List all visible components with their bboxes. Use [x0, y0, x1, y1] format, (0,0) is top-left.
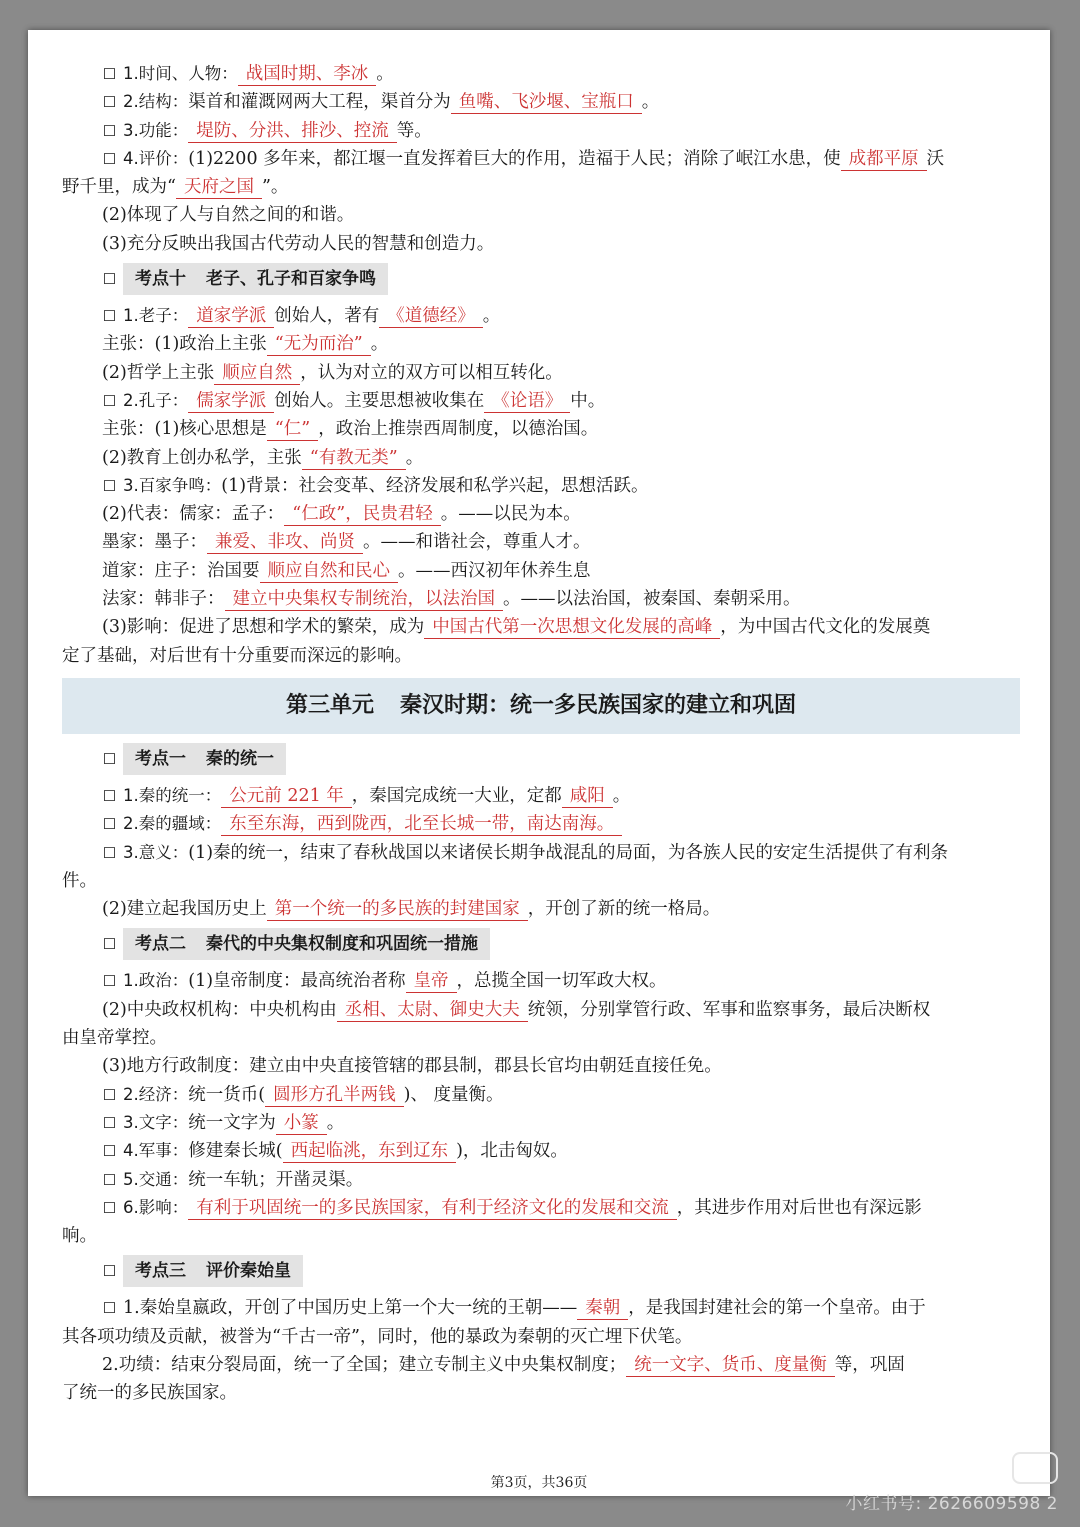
- checkbox-icon[interactable]: ☐: [102, 1198, 117, 1217]
- answer-blank: 公元前 221 年: [221, 785, 352, 808]
- exam-point-number: 考点十: [135, 269, 186, 290]
- text: ，为中国古代文化的发展奠: [720, 617, 931, 638]
- text: 墨家：墨子：: [102, 532, 207, 553]
- answer-blank: “仁政”，民贵君轻: [284, 503, 440, 526]
- text: ，总揽全国一切军政大权。: [456, 971, 667, 992]
- text-line: [62, 839, 1020, 867]
- answer-blank: 鱼嘴、飞沙堰、宝瓶口: [451, 91, 642, 114]
- text: (2)教育上创办私学，主张: [102, 447, 302, 468]
- answer-blank: 顺应自然和民心: [260, 560, 399, 583]
- text-line: [62, 60, 1020, 88]
- answer-blank: 东至东海，西到陇西，北至长城一带，南达南海。: [221, 813, 622, 836]
- text-line: 件。: [62, 870, 97, 891]
- watermark-logo-icon: [1012, 1452, 1058, 1484]
- text: )，北击匈奴。: [456, 1141, 568, 1162]
- text: 道家：庄子：治国要: [102, 560, 260, 581]
- answer-blank: 战国时期、李冰: [238, 63, 377, 86]
- item-label: 5.交通：: [123, 1169, 189, 1189]
- text: (2)中央政权机构：中央机构由: [102, 999, 337, 1020]
- answer-blank: 统一文字、货币、度量衡: [626, 1354, 835, 1377]
- text: 法家：韩非子：: [102, 589, 225, 610]
- unit-title: 秦汉时期：统一多民族国家的建立和巩固: [400, 692, 797, 718]
- text-line: [62, 1194, 1020, 1222]
- text: 。: [612, 785, 631, 806]
- text: (1)2200 多年来，都江堰一直发挥着巨大的作用，造福于人民；消除了岷江水患，使: [188, 148, 841, 169]
- answer-blank: 第一个统一的多民族的封建国家: [267, 898, 528, 921]
- item-label: 4.军事：: [123, 1141, 189, 1161]
- item-label: 2.孔子：: [123, 390, 189, 410]
- exam-point-number: 考点一: [135, 748, 186, 769]
- text: 统领，分别掌管行政、军事和监察事务，最后决断权: [527, 999, 931, 1020]
- answer-blank: 丞相、太尉、御史大夫: [337, 999, 528, 1022]
- text-line: 其各项功绩及贡献，被誉为“千古一帝”，同时，他的暴政为秦朝的灭亡埋下伏笔。: [62, 1326, 693, 1347]
- text: 中。: [570, 390, 606, 411]
- text: 。——和谐社会，尊重人才。: [363, 532, 591, 553]
- answer-blank: 《道德经》: [379, 305, 483, 328]
- text: 创始人。主要思想被收集在: [274, 390, 485, 411]
- text-line: 了统一的多民族国家。: [62, 1383, 237, 1404]
- answer-blank: 咸阳: [562, 785, 613, 808]
- checkbox-icon[interactable]: ☐: [102, 270, 117, 289]
- answer-blank: 建立中央集权专制统治，以法治国: [225, 588, 504, 611]
- text-line: [62, 302, 1020, 330]
- answer-blank: “无为而治”: [267, 333, 371, 356]
- text: 2.功绩：结束分裂局面，统一了全国；建立专制主义中央集权制度；: [102, 1354, 627, 1375]
- text-line: [62, 810, 1020, 838]
- text-line: [62, 895, 1020, 923]
- item-label: 3.意义：: [123, 842, 189, 862]
- exam-point-tag: [123, 1255, 303, 1287]
- text: 1.秦始皇嬴政，开创了中国历史上第一个大一统的王朝——: [123, 1298, 578, 1319]
- answer-blank: 儒家学派: [188, 390, 274, 413]
- exam-point-tag: [123, 743, 286, 775]
- text: ，政治上推崇西周制度，以德治国。: [318, 419, 599, 440]
- text: 。: [482, 306, 501, 327]
- text: ，认为对立的双方可以相互转化。: [300, 362, 563, 383]
- checkbox-icon[interactable]: ☐: [102, 786, 117, 805]
- text: 沃: [926, 148, 945, 169]
- answer-blank: 堤防、分洪、排沙、控流: [188, 120, 397, 143]
- exam-point-title: 评价秦始皇: [206, 1261, 291, 1282]
- text: ，是我国封建社会的第一个皇帝。由于: [628, 1298, 926, 1319]
- checkbox-icon[interactable]: ☐: [102, 815, 117, 834]
- answer-blank: 中国古代第一次思想文化发展的高峰: [424, 616, 720, 639]
- text: (1)秦的统一，结束了春秋战国以来诸侯长期争战混乱的局面，为各族人民的安定生活提供了有利条: [188, 842, 949, 863]
- text: (1)背景：社会变革、经济发展和私学兴起，思想活跃。: [221, 475, 649, 496]
- text: 主张：(1)核心思想是: [102, 419, 267, 440]
- text-line: [62, 1294, 1020, 1322]
- answer-blank: 皇帝: [406, 970, 457, 993]
- answer-blank: 《论语》: [484, 390, 570, 413]
- answer-blank: 道家学派: [188, 305, 274, 328]
- text-line: [62, 996, 1020, 1024]
- checkbox-icon[interactable]: ☐: [102, 307, 117, 326]
- text-line: [62, 782, 1020, 810]
- checkbox-icon[interactable]: ☐: [102, 1085, 117, 1104]
- text-line: [62, 585, 1020, 613]
- checkbox-icon[interactable]: ☐: [102, 93, 117, 112]
- checkbox-icon[interactable]: ☐: [102, 121, 117, 140]
- checkbox-icon[interactable]: ☐: [102, 391, 117, 410]
- item-label: 1.老子：: [123, 306, 189, 326]
- checkbox-icon[interactable]: ☐: [102, 1299, 117, 1318]
- text-line: [62, 967, 1020, 995]
- checkbox-icon[interactable]: ☐: [102, 1113, 117, 1132]
- exam-point-title: 秦的统一: [206, 748, 274, 769]
- checkbox-icon[interactable]: ☐: [102, 972, 117, 991]
- text: 主张：(1)政治上主张: [102, 334, 267, 355]
- text: 。: [370, 334, 389, 355]
- text: 渠首和灌溉网两大工程，渠首分为: [188, 92, 451, 113]
- item-label: 3.功能：: [123, 120, 189, 140]
- answer-blank: 兼爱、非攻、尚贤: [207, 531, 363, 554]
- checkbox-icon[interactable]: ☐: [102, 843, 117, 862]
- checkbox-icon[interactable]: ☐: [102, 149, 117, 168]
- text: (2)建立起我国历史上: [102, 899, 267, 920]
- exam-point-heading: [102, 927, 1020, 961]
- item-label: 3.文字：: [123, 1112, 189, 1132]
- text: 。: [405, 447, 424, 468]
- text-line: [62, 359, 1020, 387]
- exam-point-number: 考点三: [135, 1261, 186, 1282]
- text-line: 由皇帝掌控。: [62, 1028, 167, 1049]
- answer-blank: 成都平原: [841, 148, 927, 171]
- text: 。——以民为本。: [440, 504, 581, 525]
- text-line: [62, 444, 1020, 472]
- exam-point-title: 老子、孔子和百家争鸣: [206, 269, 376, 290]
- text: 统一文字为: [188, 1112, 276, 1133]
- text-line: [62, 528, 1020, 556]
- text: 等，巩固: [834, 1354, 905, 1375]
- text-line: (3)充分反映出我国古代劳动人民的智慧和创造力。: [102, 233, 495, 254]
- text: 野千里，成为“: [62, 177, 176, 198]
- text-line: [62, 1109, 1020, 1137]
- exam-point-heading: [102, 742, 1020, 776]
- answer-blank: 顺应自然: [214, 362, 300, 385]
- text: ，开创了新的统一格局。: [527, 899, 721, 920]
- answer-blank: “有教无类”: [302, 447, 406, 470]
- text: 统一货币(: [188, 1084, 266, 1105]
- text: )、 度量衡。: [403, 1084, 504, 1105]
- item-label: 4.评价：: [123, 148, 189, 168]
- checkbox-icon[interactable]: ☐: [102, 749, 117, 768]
- text: 。: [376, 64, 394, 84]
- unit-banner: [62, 678, 1020, 734]
- text-line: [62, 500, 1020, 528]
- exam-point-title: 秦代的中央集权制度和巩固统一措施: [206, 934, 478, 955]
- unit-name: 第三单元: [285, 692, 374, 718]
- item-label: 6.影响：: [123, 1197, 189, 1217]
- text: ，其进步作用对后世也有深远影: [676, 1197, 922, 1218]
- item-label: 1.时间、人物：: [123, 64, 238, 83]
- item-label: 3.百家争鸣：: [123, 475, 222, 495]
- exam-point-number: 考点二: [135, 934, 186, 955]
- checkbox-icon[interactable]: ☐: [102, 1142, 117, 1161]
- item-label: 2.秦的疆域：: [123, 814, 222, 834]
- text-line: (3)地方行政制度：建立由中央直接管辖的郡县制，郡县长官均由朝廷直接任免。: [102, 1056, 722, 1077]
- page-number: 第3页，共36页: [490, 1475, 588, 1491]
- answer-blank: 天府之国: [176, 176, 262, 199]
- text-line: [62, 1081, 1020, 1109]
- text: (1)皇帝制度：最高统治者称: [188, 971, 406, 992]
- answer-blank: 圆形方孔半两钱: [265, 1084, 404, 1107]
- checkbox-icon[interactable]: ☐: [102, 1170, 117, 1189]
- answer-blank: “仁”: [267, 418, 318, 441]
- exam-point-tag: [123, 928, 490, 960]
- text: (2)代表：儒家：孟子：: [102, 504, 285, 525]
- text-line: [62, 1137, 1020, 1165]
- item-label: 1.政治：: [123, 971, 189, 991]
- text-line: [62, 387, 1020, 415]
- text: (3)影响：促进了思想和学术的繁荣，成为: [102, 617, 425, 638]
- text-line: [62, 472, 1020, 500]
- text: ，秦国完成统一大业，定都: [351, 785, 562, 806]
- checkbox-icon[interactable]: ☐: [102, 935, 117, 954]
- exam-point-heading: [102, 1254, 1020, 1288]
- text: 修建秦长城(: [188, 1141, 283, 1162]
- text-line: [62, 117, 1020, 145]
- text: 。: [641, 92, 660, 113]
- text-line: [62, 415, 1020, 443]
- answer-blank: 西起临洮，东到辽东: [283, 1140, 457, 1163]
- text-line: [62, 145, 1020, 173]
- text-line: 响。: [62, 1226, 97, 1247]
- text-line: 定了基础，对后世有十分重要而深远的影响。: [62, 645, 412, 666]
- item-label: 2.经济：: [123, 1084, 189, 1104]
- text-line: [62, 88, 1020, 116]
- text-line: [62, 1351, 1020, 1379]
- text: 创始人，著有: [274, 306, 380, 327]
- text: 。——西汉初年休养生息: [398, 560, 591, 581]
- answer-blank: 小篆: [276, 1112, 327, 1135]
- checkbox-icon[interactable]: ☐: [102, 1262, 117, 1281]
- watermark: 小红书号: 2626609598 2: [845, 1494, 1058, 1514]
- document-page: [28, 30, 1050, 1496]
- page-content: [62, 60, 1020, 1408]
- answer-blank: 有利于巩固统一的多民族国家，有利于经济文化的发展和交流: [188, 1197, 677, 1220]
- text: 等。: [396, 120, 432, 141]
- exam-point-heading: [102, 262, 1020, 296]
- checkbox-icon[interactable]: ☐: [102, 476, 117, 495]
- text-line: [62, 613, 1020, 641]
- checkbox-icon[interactable]: ☐: [102, 65, 117, 83]
- text-line: [62, 330, 1020, 358]
- text: ”。: [261, 177, 289, 198]
- text: 。: [326, 1112, 345, 1133]
- text: (2)哲学上主张: [102, 362, 215, 383]
- item-label: 2.结构：: [123, 92, 189, 112]
- text: 统一车轨；开凿灵渠。: [188, 1169, 364, 1190]
- text-line: [62, 173, 1020, 201]
- text-line: [62, 557, 1020, 585]
- text-line: (2)体现了人与自然之间的和谐。: [102, 205, 355, 226]
- text: 。——以法治国，被秦国、秦朝采用。: [503, 589, 801, 610]
- item-label: 1.秦的统一：: [123, 785, 222, 805]
- text-line: [62, 1166, 1020, 1194]
- exam-point-tag: [123, 263, 388, 295]
- answer-blank: 秦朝: [577, 1297, 628, 1320]
